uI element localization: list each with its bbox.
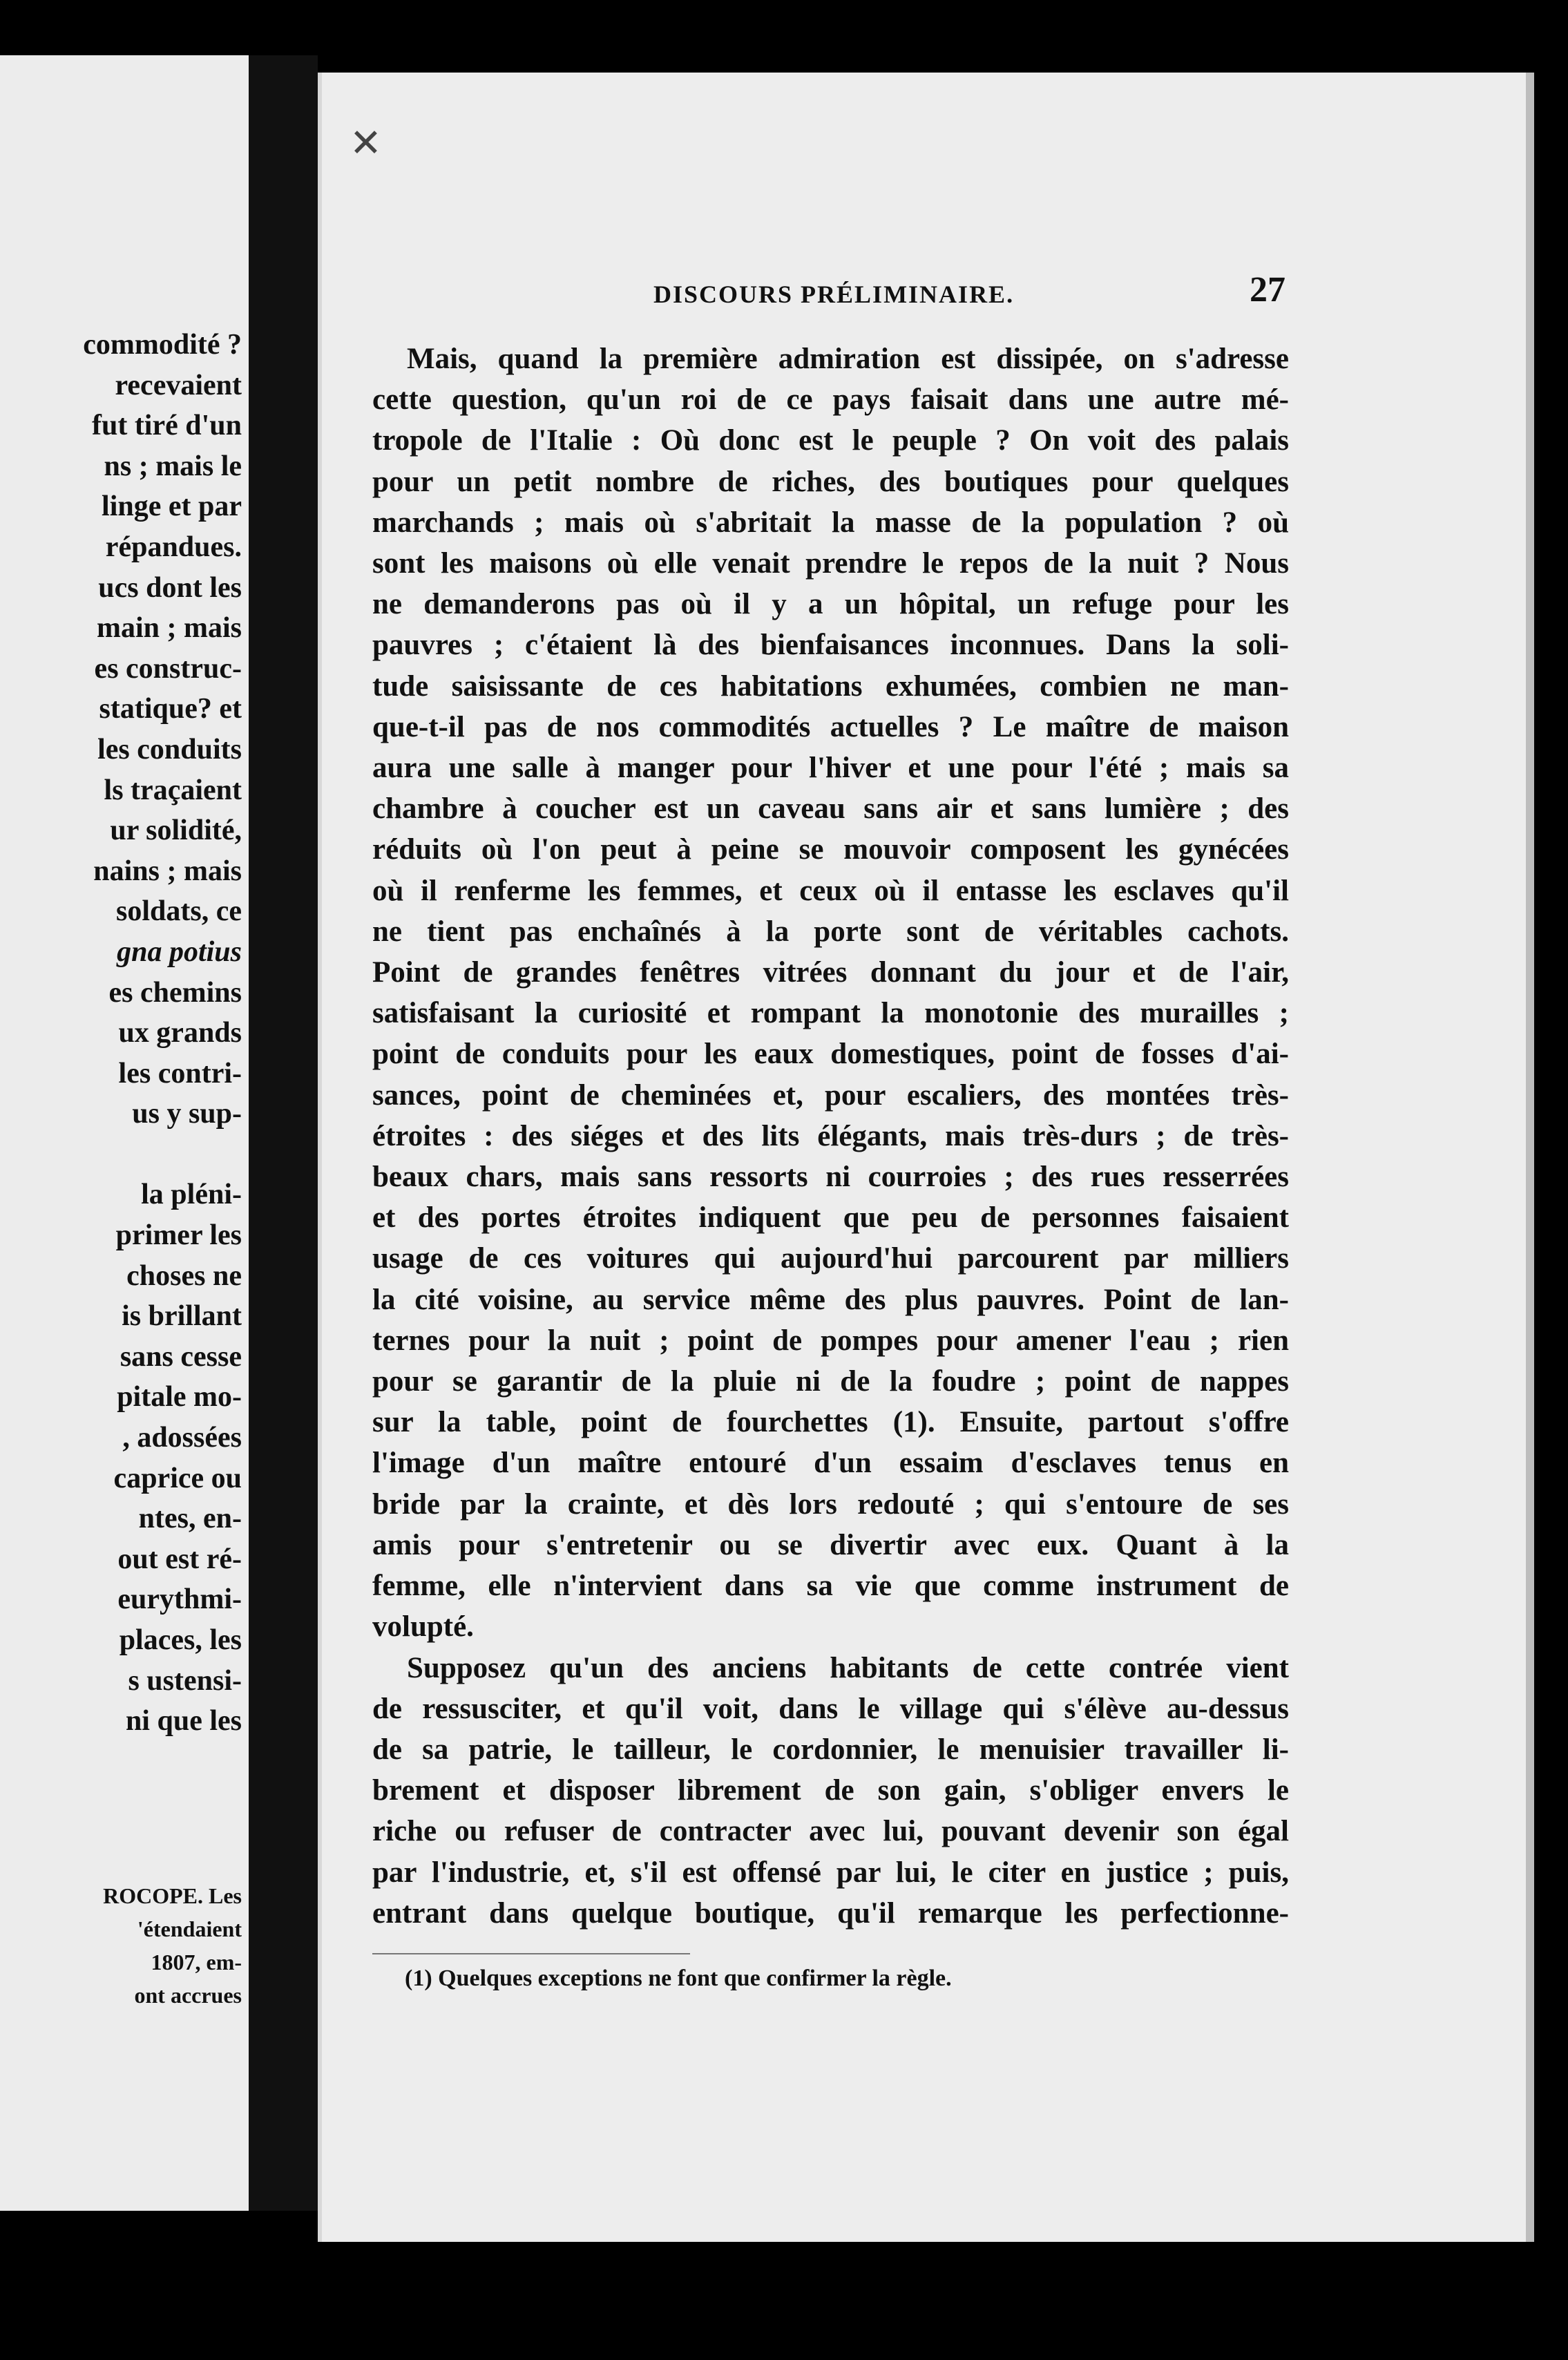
text-line: étroites : des siéges et des lits élégants, mais très-durs ; de très- [372, 1119, 1289, 1152]
text-line: beaux chars, mais sans ressorts ni courroies ; des rues resserrées [372, 1161, 1289, 1194]
left-page-line: , adossées [122, 1422, 242, 1454]
left-page-fragment [0, 55, 249, 2211]
left-page-line: soldats, ce [116, 895, 242, 928]
left-page-line: commodité ? [83, 329, 242, 361]
text-line: satisfaisant la curiosité et rompant la monotonie des murailles ; [372, 997, 1289, 1030]
text-line: de sa patrie, le tailleur, le cordonnier, le menuisier travailler li- [372, 1733, 1289, 1766]
left-page-line: eurythmi- [117, 1583, 242, 1616]
text-line: l'image d'un maître entouré d'un essaim d'esclaves tenus en [372, 1447, 1289, 1480]
left-page-note-line: ROCOPE. Les [103, 1883, 242, 1908]
left-page-line: recevaient [115, 369, 242, 401]
book-gutter [249, 55, 318, 2211]
left-page-line: linge et par [102, 491, 242, 523]
text-line: volupté. [372, 1610, 474, 1644]
left-page-line: es construc- [94, 652, 242, 685]
left-page-line: répandues. [105, 531, 242, 563]
text-line: que-t-il pas de nos commodités actuelles ? Le maître de maison [372, 710, 1289, 743]
left-page-note-line: 1807, em- [151, 1950, 242, 1974]
left-page-line: es chemins [108, 976, 242, 1009]
text-line: point de conduits pour les eaux domestiques, point de fosses d'ai- [372, 1038, 1289, 1071]
text-line: riche ou refuser de contracter avec lui, pouvant devenir son égal [372, 1815, 1289, 1848]
text-line: par l'industrie, et, s'il est offensé par lui, le citer en justice ; puis, [372, 1856, 1289, 1889]
left-page-line: us y sup- [132, 1098, 242, 1130]
text-line: amis pour s'entretenir ou se divertir avec eux. Quant à la [372, 1528, 1289, 1561]
left-page-line: choses ne [126, 1259, 242, 1292]
page-number: 27 [1250, 270, 1285, 310]
left-page-line: ur solidité, [110, 815, 242, 847]
right-page [318, 73, 1534, 2242]
text-line: sances, point de cheminées et, pour escaliers, des montées très- [372, 1078, 1289, 1112]
text-line: marchands ; mais où s'abritait la masse de la population ? où [372, 506, 1289, 539]
text-line: ternes pour la nuit ; point de pompes pour amener l'eau ; rien [372, 1324, 1289, 1357]
left-page-line: ucs dont les [98, 571, 242, 604]
left-page-line: ntes, en- [138, 1503, 242, 1535]
text-line: femme, elle n'intervient dans sa vie que comme instrument de [372, 1570, 1289, 1603]
left-page-line: statique? et [99, 693, 242, 725]
left-page-line: is brillant [122, 1300, 242, 1333]
left-page-line: ux grands [118, 1017, 242, 1049]
text-line: ne tient pas enchaînés à la porte sont de véritables cachots. [372, 915, 1289, 948]
left-page-line: les conduits [97, 733, 242, 765]
text-line: ne demanderons pas où il y a un hôpital, un refuge pour les [372, 588, 1289, 621]
left-page-line: nains ; mais [93, 855, 242, 887]
corner-mark-icon: ✕ [350, 121, 382, 166]
text-line: aura une salle à manger pour l'hiver et une pour l'été ; mais sa [372, 752, 1289, 785]
left-page-line: pitale mo- [117, 1381, 242, 1414]
left-page-line: fut tiré d'un [91, 410, 242, 442]
footnote: (1) Quelques exceptions ne font que confirmer la règle. [405, 1966, 952, 1991]
left-page-text [7, 325, 242, 1742]
left-page-line: main ; mais [97, 612, 242, 645]
text-line: sont les maisons où elle venait prendre le repos de la nuit ? Nous [372, 547, 1289, 580]
left-page-line: s ustensi- [128, 1664, 242, 1697]
text-line: pour se garantir de la pluie ni de la foudre ; point de nappes [372, 1365, 1289, 1398]
text-line: tude saisissante de ces habitations exhumées, combien ne man- [372, 669, 1289, 703]
left-page-line [7, 1134, 242, 1175]
left-page-note-line: ont accrues [134, 1983, 242, 2008]
footnote-rule [372, 1953, 690, 1954]
text-line: bride par la crainte, et dès lors redouté ; qui s'entoure de ses [372, 1487, 1289, 1521]
left-page-line: ls traçaient [104, 774, 242, 806]
left-page-notes [103, 1879, 242, 2012]
text-line: de ressusciter, et qu'il voit, dans le village qui s'élève au-dessus [372, 1692, 1289, 1725]
left-page-line: out est ré- [117, 1543, 242, 1575]
left-page-line: gna potius [117, 935, 242, 968]
text-line: tropole de l'Italie : Où donc est le peuple ? On voit des palais [372, 424, 1289, 457]
text-line: chambre à coucher est un caveau sans air et sans lumière ; des [372, 792, 1289, 826]
left-page-line: sans cesse [119, 1340, 242, 1373]
text-line: réduits où l'on peut à peine se mouvoir composent les gynécées [372, 833, 1289, 866]
running-head: DISCOURS PRÉLIMINAIRE. [653, 280, 1015, 308]
text-line: la cité voisine, au service même des plus pauvres. Point de lan- [372, 1283, 1289, 1316]
left-page-line: primer les [115, 1219, 242, 1252]
left-page-line: places, les [119, 1624, 242, 1656]
left-page-line: ni que les [125, 1705, 242, 1738]
page-edge [1526, 73, 1534, 2242]
text-line: pour un petit nombre de riches, des boutiques pour quelques [372, 465, 1289, 498]
left-page-line: ns ; mais le [104, 450, 242, 482]
left-page-line: les contri- [118, 1057, 242, 1089]
text-line: Supposez qu'un des anciens habitants de cette contrée vient [407, 1651, 1289, 1684]
text-line: Point de grandes fenêtres vitrées donnant du jour et de l'air, [372, 956, 1289, 989]
text-line: cette question, qu'un roi de ce pays faisait dans une autre mé- [372, 383, 1289, 417]
left-page-line: caprice ou [113, 1462, 242, 1494]
text-line: entrant dans quelque boutique, qu'il remarque les perfectionne- [372, 1896, 1289, 1930]
text-line: sur la table, point de fourchettes (1). Ensuite, partout s'offre [372, 1406, 1289, 1439]
text-line: Mais, quand la première admiration est dissipée, on s'adresse [407, 343, 1289, 375]
text-line: usage de ces voitures qui aujourd'hui parcourent par milliers [372, 1242, 1289, 1275]
text-line: et des portes étroites indiquent que peu de personnes faisaient [372, 1201, 1289, 1235]
left-page-line: la pléni- [141, 1179, 242, 1211]
body-text [372, 339, 1289, 1934]
text-line: pauvres ; c'étaient là des bienfaisances inconnues. Dans la soli- [372, 629, 1289, 662]
text-line: où il renferme les femmes, et ceux où il entasse les esclaves qu'il [372, 874, 1289, 907]
text-line: brement et disposer librement de son gain, s'obliger envers le [372, 1774, 1289, 1807]
left-page-note-line: 'étendaient [137, 1916, 242, 1941]
